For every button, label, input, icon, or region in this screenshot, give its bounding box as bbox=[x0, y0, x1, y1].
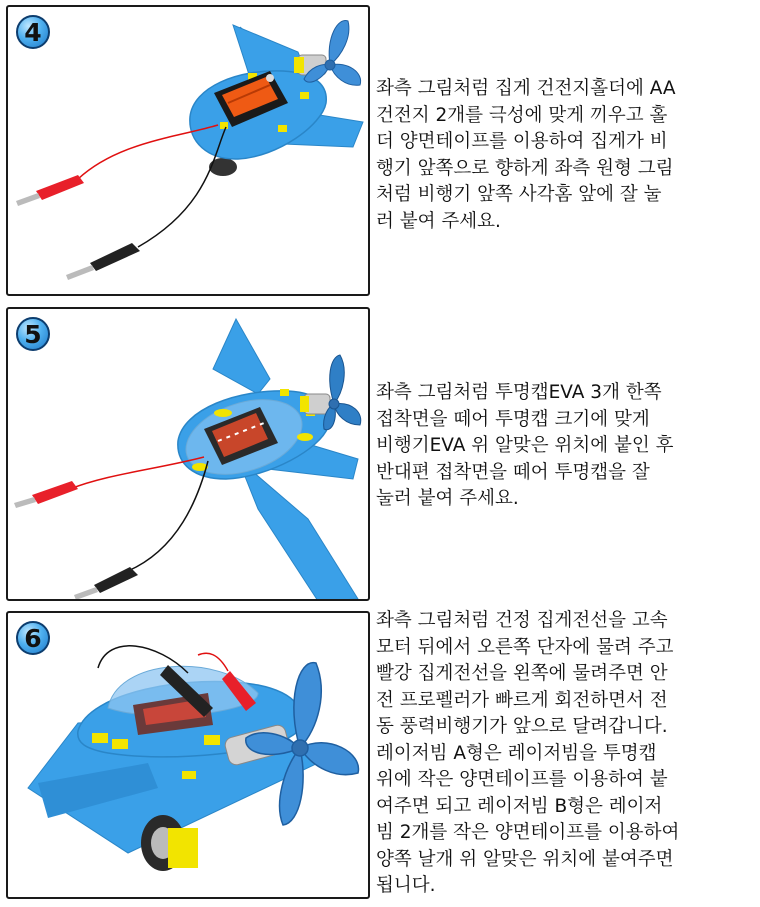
propeller-icon bbox=[324, 355, 361, 430]
step-5 bbox=[0, 300, 760, 606]
step-6 bbox=[0, 606, 760, 907]
step-number-badge: 6 bbox=[16, 621, 50, 655]
step-6-description: 좌측 그림처럼 건정 집게전선을 고속 모터 뒤에서 오른쪽 단자에 물려 주고 빨강 집게전선을 왼쪽에 물려주면 안 전 프로펠러가 빠르게 회전하면서 전 동 풍력비행기가 앞으로 달려갑니다. 레이저빔 A형은 레이저빔을 투명캡 위에 작은 양면테이프를 이용하여 붙 여주면 되고 레이저빔 B형은 레이저 빔 2개를 작은 양면테이프를 이용하여 양쪽 날개 위 알맞은 위치에 붙여주면 됩니다. bbox=[376, 610, 680, 896]
black-clip-icon bbox=[66, 243, 140, 280]
black-clip-icon bbox=[74, 567, 138, 600]
step-number-badge: 4 bbox=[16, 15, 50, 49]
step-number-badge: 5 bbox=[16, 317, 50, 351]
step-5-illustration bbox=[6, 307, 370, 601]
step-4 bbox=[0, 0, 760, 300]
propeller-icon bbox=[304, 20, 361, 85]
step-4-description: 좌측 그림처럼 집게 건전지홀더에 AA 건전지 2개를 극성에 맞게 끼우고 홀 더 양면테이프를 이용하여 집게가 비 행기 앞쪽으로 향하게 좌측 원형 그림 처럼 비행기 앞쪽 사각홈 앞에 잘 눌 러 붙여 주세요. bbox=[376, 78, 676, 232]
red-clip-icon bbox=[16, 175, 84, 206]
red-clip-icon bbox=[14, 481, 78, 508]
motor-icon bbox=[300, 394, 330, 414]
airplane-battery-holder-illustration bbox=[8, 7, 370, 296]
step-6-illustration bbox=[6, 611, 370, 899]
airplane-wiring-illustration bbox=[8, 613, 370, 899]
step-5-description: 좌측 그림처럼 투명캡EVA 3개 한쪽 접착면을 떼어 투명캡 크기에 맞게 비행기EVA 위 알맞은 위치에 붙인 후 반대편 접착면을 떼어 투명캡을 잘 눌러 붙여 주세요. bbox=[376, 382, 674, 509]
airplane-clear-cap-illustration bbox=[8, 309, 370, 601]
step-4-illustration bbox=[6, 5, 370, 296]
